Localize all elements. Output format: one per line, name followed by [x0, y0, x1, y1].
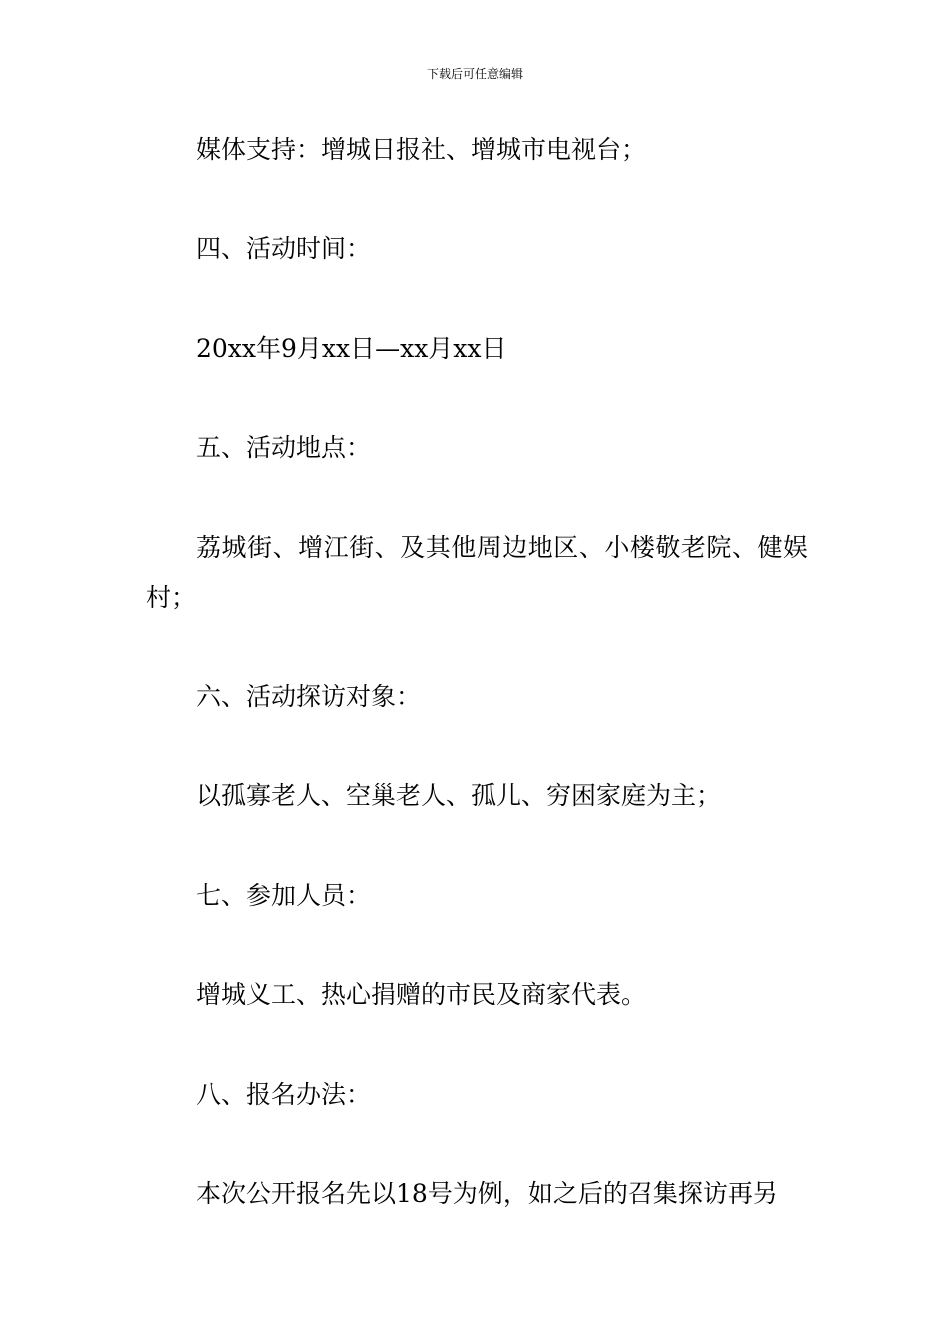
- paragraph-media-support: 媒体支持：增城日报社、增城市电视台；: [196, 135, 647, 164]
- paragraph-registration-method: 本次公开报名先以18号为例，如之后的召集探访再另: [196, 1179, 778, 1208]
- paragraph-activity-location: 荔城街、增江街、及其他周边地区、小楼敬老院、健娱村；: [146, 533, 808, 612]
- paragraph-activity-time: 20xx年9月xx日—xx月xx日: [196, 334, 507, 363]
- paragraph-section-6-heading: 六、活动探访对象：: [196, 682, 422, 711]
- paragraph-visit-targets: 以孤寡老人、空巢老人、孤儿、穷困家庭为主；: [196, 781, 722, 810]
- paragraph-section-5-heading: 五、活动地点：: [196, 433, 372, 462]
- paragraph-section-8-heading: 八、报名办法：: [196, 1080, 372, 1109]
- paragraph-section-4-heading: 四、活动时间：: [196, 234, 372, 263]
- page-header: 下载后可任意编辑: [426, 67, 523, 81]
- paragraph-participants: 增城义工、热心捐赠的市民及商家代表。: [196, 980, 647, 1009]
- paragraph-section-7-heading: 七、参加人员：: [196, 881, 372, 910]
